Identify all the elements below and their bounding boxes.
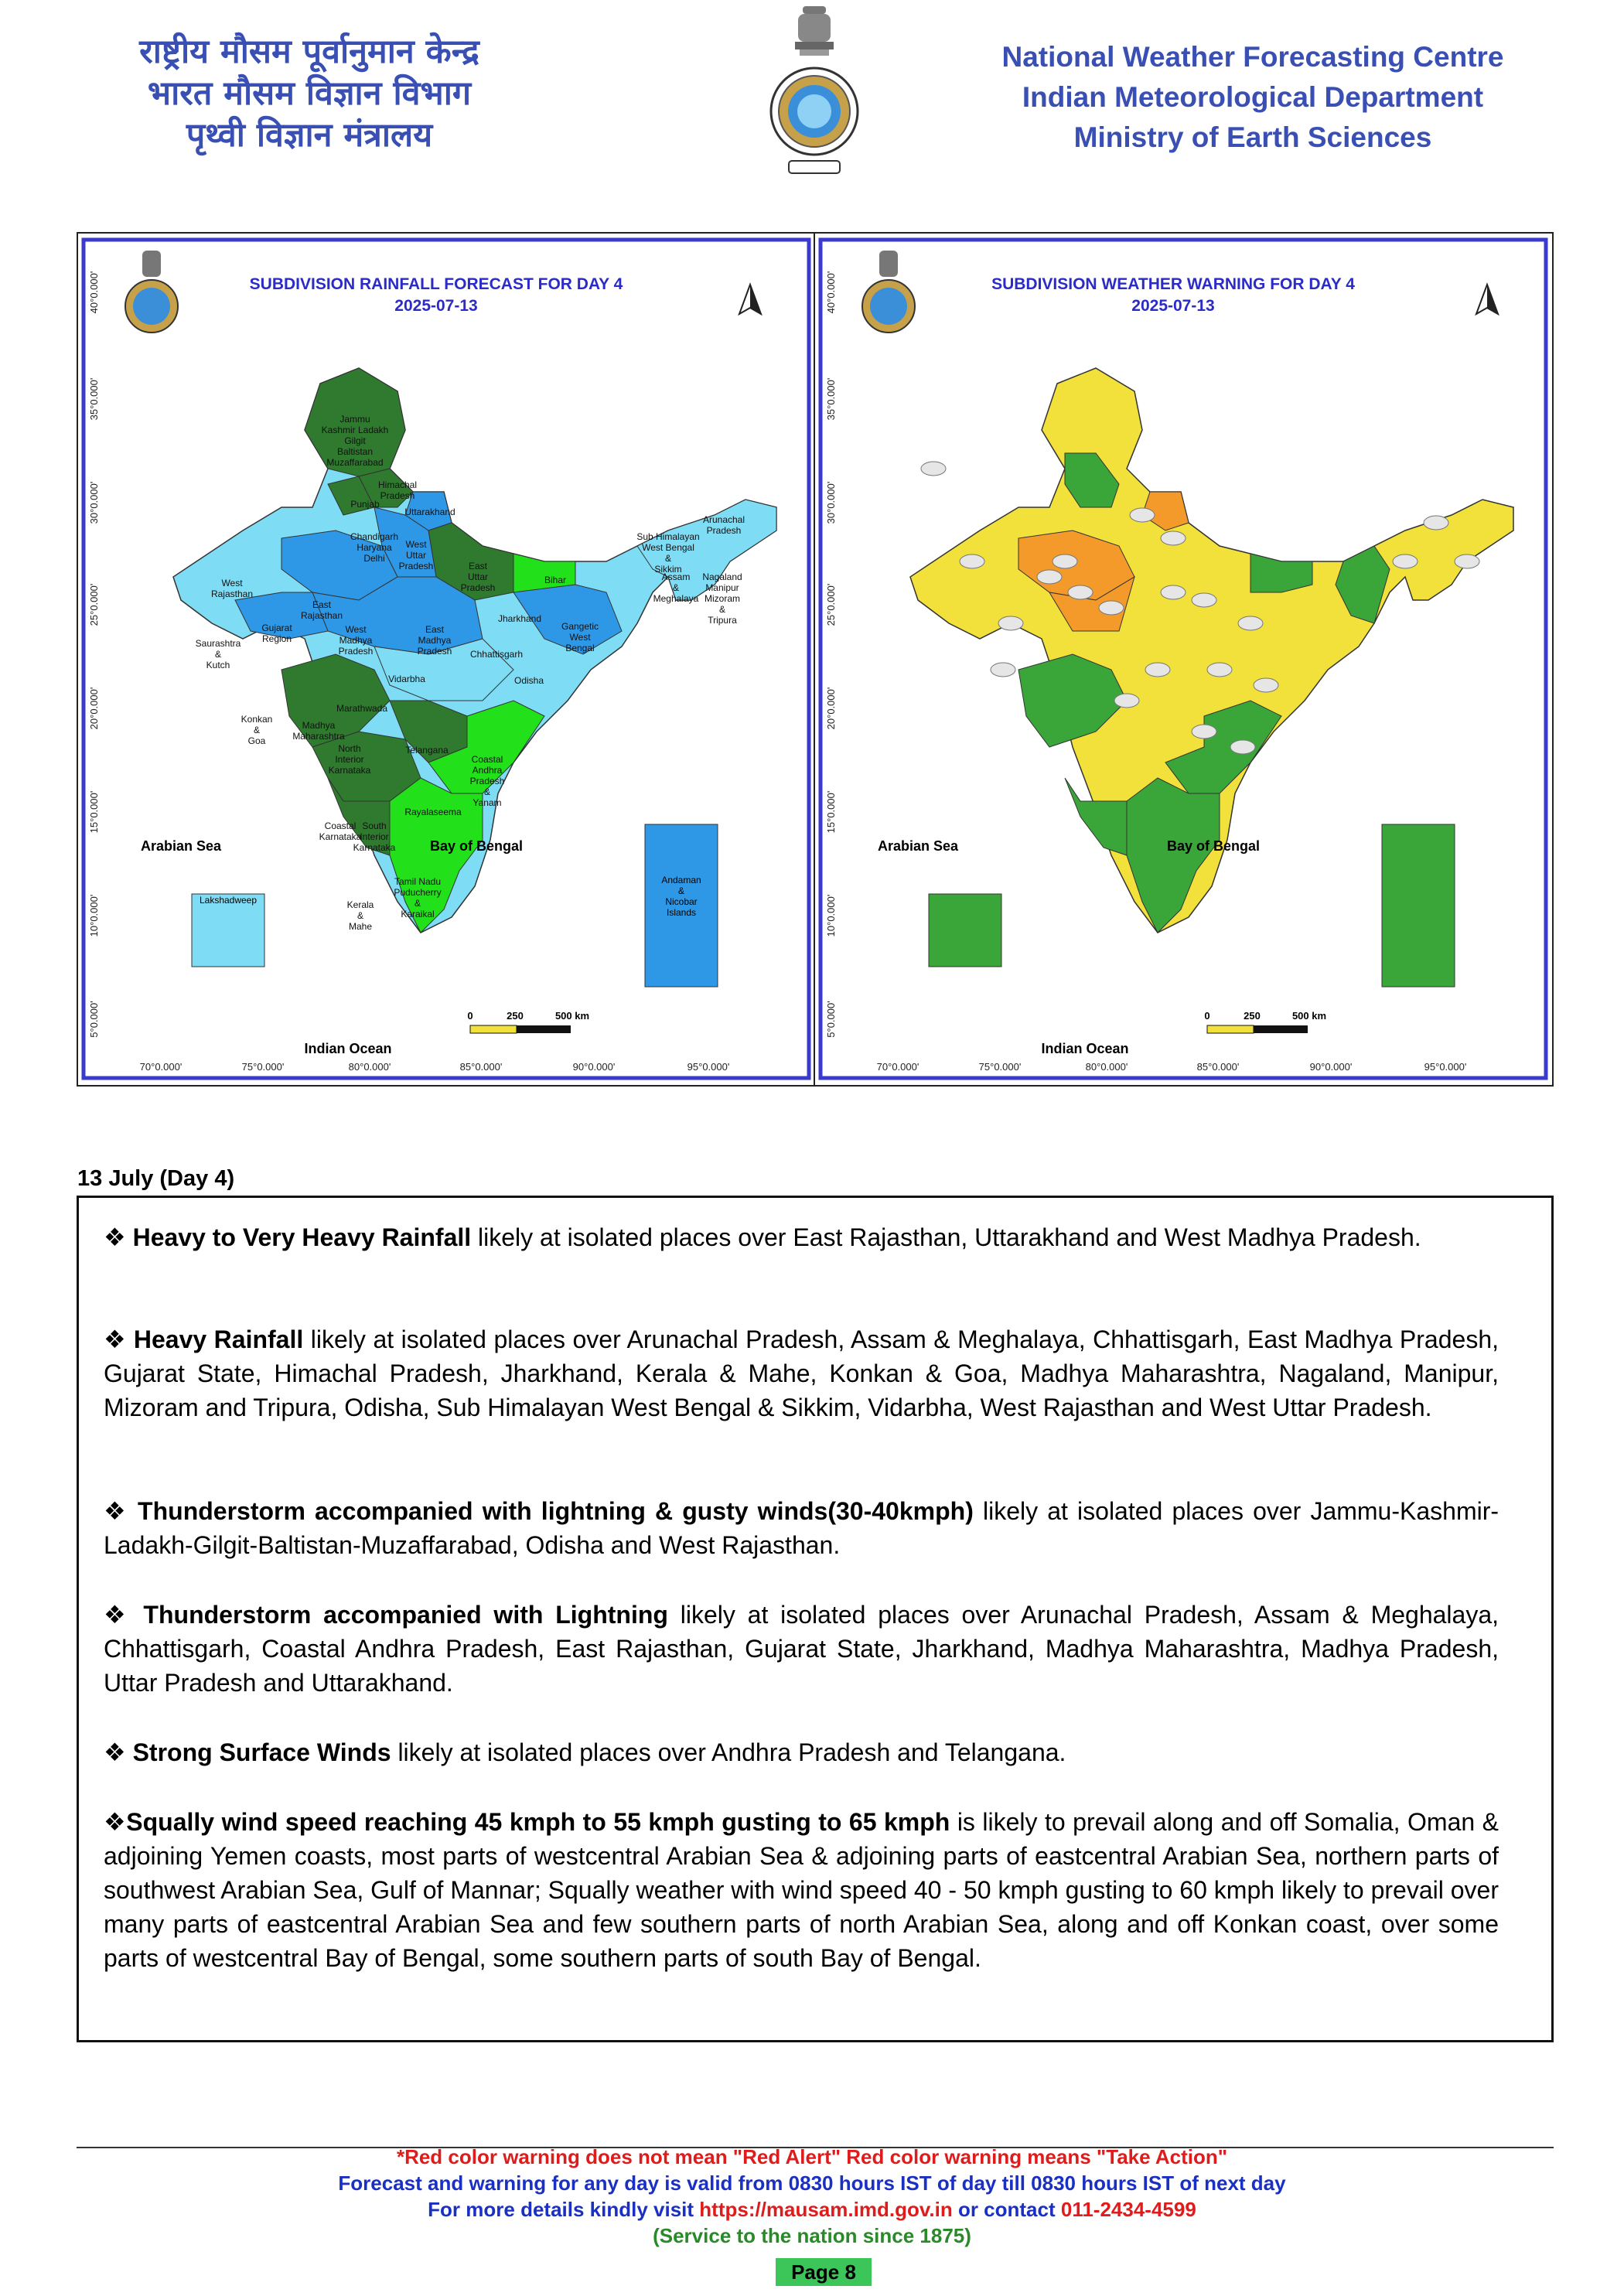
- warning-heading: Squally wind speed reaching 45 kmph to 55 kmph gusting to 65 kmph: [126, 1808, 950, 1836]
- svg-text:Sikkim: Sikkim: [654, 564, 682, 575]
- header-english-line-2: Indian Meteorological Department: [1022, 81, 1484, 113]
- svg-text:Pradesh: Pradesh: [380, 490, 415, 501]
- svg-text:Marathwada: Marathwada: [336, 703, 388, 714]
- svg-text:Haryana: Haryana: [357, 542, 392, 553]
- header-english-line-3: Ministry of Earth Sciences: [1073, 121, 1432, 153]
- svg-text:80°0.000': 80°0.000': [348, 1061, 391, 1073]
- svg-text:Rajasthan: Rajasthan: [300, 610, 343, 621]
- svg-text:&: &: [718, 604, 726, 615]
- warning-text: likely at isolated places over Jammu-Kashmir-Ladakh-Gilgit-Baltistan-Muzaffarabad, Odisha and West Rajasthan.: [104, 1497, 1499, 1559]
- svg-text:&: &: [214, 649, 222, 660]
- svg-text:70°0.000': 70°0.000': [139, 1061, 183, 1073]
- svg-text:90°0.000': 90°0.000': [572, 1061, 616, 1073]
- warning-item: [104, 1805, 1499, 1975]
- svg-text:250: 250: [1244, 1010, 1261, 1022]
- svg-text:Coastal: Coastal: [471, 754, 503, 765]
- svg-text:Madhya: Madhya: [302, 720, 336, 731]
- svg-text:Odisha: Odisha: [513, 675, 544, 686]
- svg-text:90°0.000': 90°0.000': [1309, 1061, 1353, 1073]
- svg-text:Manipur: Manipur: [705, 582, 739, 593]
- label-jk: Jammu: [339, 414, 370, 425]
- svg-text:Mahe: Mahe: [348, 921, 373, 932]
- lakshadweep-inset: [929, 894, 1001, 967]
- svg-text:Arabian Sea: Arabian Sea: [877, 838, 959, 854]
- svg-text:15°0.000': 15°0.000': [88, 790, 100, 834]
- svg-text:Uttar: Uttar: [467, 571, 489, 582]
- warning-item: [104, 1735, 1499, 1769]
- svg-text:Karnataka: Karnataka: [328, 765, 371, 776]
- svg-text:Madhya: Madhya: [339, 635, 373, 646]
- svg-text:West: West: [221, 578, 243, 588]
- header-hindi-line-3: पृथ्वी विज्ञान मंत्रालय: [186, 116, 433, 155]
- page-number: Page 8: [776, 2258, 872, 2286]
- bullet-icon: ❖: [104, 1601, 131, 1629]
- svg-text:80°0.000': 80°0.000': [1085, 1061, 1128, 1073]
- svg-text:Madhya: Madhya: [418, 635, 452, 646]
- svg-text:Baltistan: Baltistan: [336, 446, 374, 457]
- rainfall-map-date: 2025-07-13: [394, 297, 478, 315]
- svg-text:Pradesh: Pradesh: [706, 525, 742, 536]
- svg-text:&: &: [664, 553, 672, 564]
- header-english: [990, 37, 1516, 158]
- svg-text:Karaikal: Karaikal: [401, 909, 435, 919]
- header-english-line-1: National Weather Forecasting Centre: [1001, 41, 1504, 73]
- svg-text:Kashmir Ladakh: Kashmir Ladakh: [321, 425, 389, 435]
- imd-emblem-logo: [766, 3, 863, 181]
- svg-text:Gilgit: Gilgit: [344, 435, 366, 446]
- footer-service-note: (Service to the nation since 1875): [653, 2224, 971, 2247]
- svg-text:30°0.000': 30°0.000': [825, 481, 837, 524]
- svg-text:Gujarat: Gujarat: [261, 623, 292, 633]
- footer-url-link[interactable]: https://mausam.imd.gov.in: [699, 2198, 953, 2221]
- svg-text:Meghalaya: Meghalaya: [653, 593, 699, 604]
- footer-validity-note: Forecast and warning for any day is valid from 0830 hours IST of day till 0830 hours IST of next day: [338, 2171, 1286, 2195]
- svg-text:Arunachal: Arunachal: [702, 514, 745, 525]
- svg-text:85°0.000': 85°0.000': [459, 1061, 503, 1073]
- svg-text:Coastal: Coastal: [324, 820, 357, 831]
- svg-text:Tamil Nadu: Tamil Nadu: [394, 876, 442, 887]
- svg-text:75°0.000': 75°0.000': [978, 1061, 1022, 1073]
- svg-text:Region: Region: [261, 633, 292, 644]
- svg-text:&: &: [253, 725, 261, 735]
- svg-text:Konkan: Konkan: [241, 714, 273, 725]
- svg-text:Bay of Bengal: Bay of Bengal: [1166, 838, 1261, 854]
- svg-text:95°0.000': 95°0.000': [1424, 1061, 1467, 1073]
- svg-text:85°0.000': 85°0.000': [1196, 1061, 1240, 1073]
- svg-text:Bay of Bengal: Bay of Bengal: [429, 838, 524, 854]
- svg-text:Pradesh: Pradesh: [417, 646, 452, 657]
- bullet-icon: ❖: [104, 1738, 126, 1766]
- svg-text:Maharashtra: Maharashtra: [292, 731, 345, 742]
- svg-text:South: South: [362, 820, 387, 831]
- svg-text:Indian Ocean: Indian Ocean: [304, 1041, 392, 1056]
- bullet-icon: ❖: [104, 1497, 128, 1525]
- svg-text:Uttar: Uttar: [405, 550, 427, 561]
- svg-text:West: West: [405, 539, 427, 550]
- warning-item: [104, 1322, 1499, 1424]
- svg-text:Interior: Interior: [335, 754, 364, 765]
- svg-text:North: North: [338, 743, 361, 754]
- warning-map-date: 2025-07-13: [1131, 297, 1215, 315]
- warning-heading: Heavy Rainfall: [133, 1325, 304, 1353]
- svg-text:500 km: 500 km: [554, 1010, 590, 1022]
- svg-text:15°0.000': 15°0.000': [825, 790, 837, 834]
- svg-text:Himachal: Himachal: [377, 479, 418, 490]
- svg-text:Nicobar: Nicobar: [665, 896, 698, 907]
- svg-text:West: West: [345, 624, 367, 635]
- andaman-inset: [1382, 824, 1455, 987]
- svg-text:Jharkhand: Jharkhand: [497, 613, 542, 624]
- svg-text:Mizoram: Mizoram: [704, 593, 741, 604]
- svg-text:&: &: [357, 910, 364, 921]
- svg-text:Karnataka: Karnataka: [353, 842, 396, 853]
- warning-text: likely at isolated places over East Rajasthan, Uttarakhand and West Madhya Pradesh.: [471, 1223, 1421, 1251]
- svg-text:Sub Himalayan: Sub Himalayan: [636, 531, 700, 542]
- svg-text:0: 0: [1204, 1010, 1210, 1022]
- svg-text:0: 0: [467, 1010, 473, 1022]
- svg-text:East: East: [425, 624, 445, 635]
- day-label: 13 July (Day 4): [77, 1166, 235, 1191]
- svg-text:Punjab: Punjab: [350, 499, 380, 510]
- svg-text:East: East: [468, 561, 488, 571]
- svg-text:Tripura: Tripura: [708, 615, 737, 626]
- warning-map-svg: [817, 237, 1549, 1081]
- maps-divider: [814, 232, 815, 1087]
- svg-text:Delhi: Delhi: [363, 553, 385, 564]
- svg-text:20°0.000': 20°0.000': [825, 687, 837, 730]
- warning-text: likely at isolated places over Arunachal Pradesh, Assam & Meghalaya, Chhattisgarh, East Madhya Pradesh, Gujarat State, Himachal Pradesh, Jharkhand, Kerala & Mahe, Konkan & Goa, Madhya Maharashtra, Nagaland, Manipur, Mizoram and Tripura, Odisha, Sub Himalayan West Bengal & Sikkim, Vidarbha, West Rajasthan and West Uttar Pradesh.: [104, 1325, 1499, 1421]
- warning-heading: Strong Surface Winds: [132, 1738, 391, 1766]
- svg-text:Bihar: Bihar: [544, 575, 567, 585]
- svg-text:5°0.000': 5°0.000': [825, 1001, 837, 1038]
- svg-text:70°0.000': 70°0.000': [876, 1061, 919, 1073]
- svg-text:35°0.000': 35°0.000': [88, 377, 100, 421]
- warning-text: likely at isolated places over Arunachal Pradesh, Assam & Meghalaya, Chhattisgarh, Coastal Andhra Pradesh, East Rajasthan, Gujarat State, Jharkhand, Madhya Maharashtra, Madhya Pradesh, Uttar Pradesh and Uttarakhand.: [104, 1601, 1499, 1697]
- svg-text:500 km: 500 km: [1291, 1010, 1327, 1022]
- svg-text:Vidarbha: Vidarbha: [388, 674, 425, 684]
- warning-heading: Heavy to Very Heavy Rainfall: [132, 1223, 472, 1251]
- footer-contact: For more details kindly visit https://mausam.imd.gov.in or contact 011-2434-4599: [428, 2198, 1196, 2221]
- svg-text:Interior: Interior: [360, 831, 389, 842]
- rainfall-map-title: SUBDIVISION RAINFALL FORECAST FOR DAY 4: [249, 275, 623, 293]
- svg-text:Indian Ocean: Indian Ocean: [1041, 1041, 1129, 1056]
- svg-text:Puducherry: Puducherry: [394, 887, 442, 898]
- rainfall-forecast-map: [80, 237, 812, 1081]
- warning-map-title: SUBDIVISION WEATHER WARNING FOR DAY 4: [991, 275, 1355, 293]
- svg-text:25°0.000': 25°0.000': [88, 583, 100, 626]
- svg-text:Pradesh: Pradesh: [398, 561, 434, 571]
- warning-item: [104, 1220, 1499, 1254]
- svg-text:Chhattisgarh: Chhattisgarh: [469, 649, 524, 660]
- svg-text:Chandigarh: Chandigarh: [350, 531, 399, 542]
- svg-text:Andhra: Andhra: [472, 765, 503, 776]
- svg-text:Telangana: Telangana: [405, 745, 449, 756]
- svg-text:35°0.000': 35°0.000': [825, 377, 837, 421]
- svg-text:Gangetic: Gangetic: [561, 621, 599, 632]
- svg-text:Andaman: Andaman: [661, 875, 701, 885]
- bullet-icon: ❖: [104, 1223, 126, 1251]
- warning-item: [104, 1494, 1499, 1562]
- svg-text:West: West: [569, 632, 591, 643]
- header-hindi: [93, 31, 526, 156]
- svg-text:25°0.000': 25°0.000': [825, 583, 837, 626]
- svg-text:Assam: Assam: [661, 571, 691, 582]
- svg-text:5°0.000': 5°0.000': [88, 1001, 100, 1038]
- svg-text:Rayalaseema: Rayalaseema: [404, 807, 462, 817]
- bullet-icon: ❖: [104, 1808, 127, 1836]
- svg-text:Goa: Goa: [247, 735, 266, 746]
- weather-warning-map: [817, 237, 1549, 1081]
- svg-text:Bengal: Bengal: [565, 643, 595, 653]
- svg-text:Pradesh: Pradesh: [338, 646, 374, 657]
- footer-phone: 011-2434-4599: [1060, 2198, 1196, 2221]
- bullet-icon: ❖: [104, 1325, 127, 1353]
- svg-text:&: &: [677, 885, 685, 896]
- svg-text:Rajasthan: Rajasthan: [210, 588, 254, 599]
- header-hindi-line-2: भारत मौसम विज्ञान विभाग: [147, 74, 472, 113]
- svg-text:Nagaland: Nagaland: [702, 571, 742, 582]
- svg-text:250: 250: [507, 1010, 524, 1022]
- svg-text:Yanam: Yanam: [473, 797, 502, 808]
- svg-text:20°0.000': 20°0.000': [88, 687, 100, 730]
- svg-text:Pradesh: Pradesh: [469, 776, 505, 786]
- svg-text:95°0.000': 95°0.000': [687, 1061, 730, 1073]
- svg-text:40°0.000': 40°0.000': [88, 271, 100, 314]
- svg-text:10°0.000': 10°0.000': [88, 894, 100, 937]
- svg-text:Lakshadweep: Lakshadweep: [199, 895, 258, 906]
- warning-heading: Thunderstorm accompanied with Lightning: [143, 1601, 668, 1629]
- svg-text:&: &: [414, 898, 421, 909]
- warning-heading: Thunderstorm accompanied with lightning & gusty winds(30-40kmph): [138, 1497, 974, 1525]
- svg-text:Islands: Islands: [666, 907, 697, 918]
- svg-text:Uttarakhand: Uttarakhand: [404, 507, 455, 517]
- svg-text:East: East: [312, 599, 332, 610]
- svg-text:Muzaffarabad: Muzaffarabad: [326, 457, 384, 468]
- svg-text:40°0.000': 40°0.000': [825, 271, 837, 314]
- warning-text: is likely to prevail along and off Somalia, Oman & adjoining Yemen coasts, most parts of westcentral Arabian Sea & adjoining parts of eastcentral Arabian Sea, northern parts of southwest Arabian Sea, Gulf of Mannar; Squally weather with wind speed 40 - 50 kmph gusting to 60 kmph likely to prevail over many parts of eastcentral Arabian Sea and few southern parts of north Arabian Sea, along and off Konkan coast, over some parts of westcentral Bay of Bengal, some southern parts of south Bay of Bengal.: [104, 1808, 1499, 1972]
- svg-text:Kerala: Kerala: [346, 899, 374, 910]
- footer-red-note: *Red color warning does not mean "Red Alert" Red color warning means "Take Action": [396, 2145, 1228, 2168]
- svg-text:&: &: [483, 786, 491, 797]
- header-hindi-line-1: राष्ट्रीय मौसम पूर्वानुमान केन्द्र: [139, 32, 479, 71]
- svg-text:Karnataka: Karnataka: [319, 831, 362, 842]
- warning-text: likely at isolated places over Andhra Pradesh and Telangana.: [391, 1738, 1066, 1766]
- svg-text:Pradesh: Pradesh: [460, 582, 496, 593]
- svg-text:30°0.000': 30°0.000': [88, 481, 100, 524]
- warning-item: [104, 1598, 1499, 1700]
- svg-text:75°0.000': 75°0.000': [241, 1061, 285, 1073]
- svg-text:&: &: [672, 582, 680, 593]
- svg-text:Arabian Sea: Arabian Sea: [140, 838, 222, 854]
- rainfall-map-svg: [80, 237, 812, 1081]
- svg-text:10°0.000': 10°0.000': [825, 894, 837, 937]
- svg-text:West Bengal: West Bengal: [642, 542, 694, 553]
- svg-text:Saurashtra: Saurashtra: [195, 638, 241, 649]
- svg-text:Kutch: Kutch: [206, 660, 230, 670]
